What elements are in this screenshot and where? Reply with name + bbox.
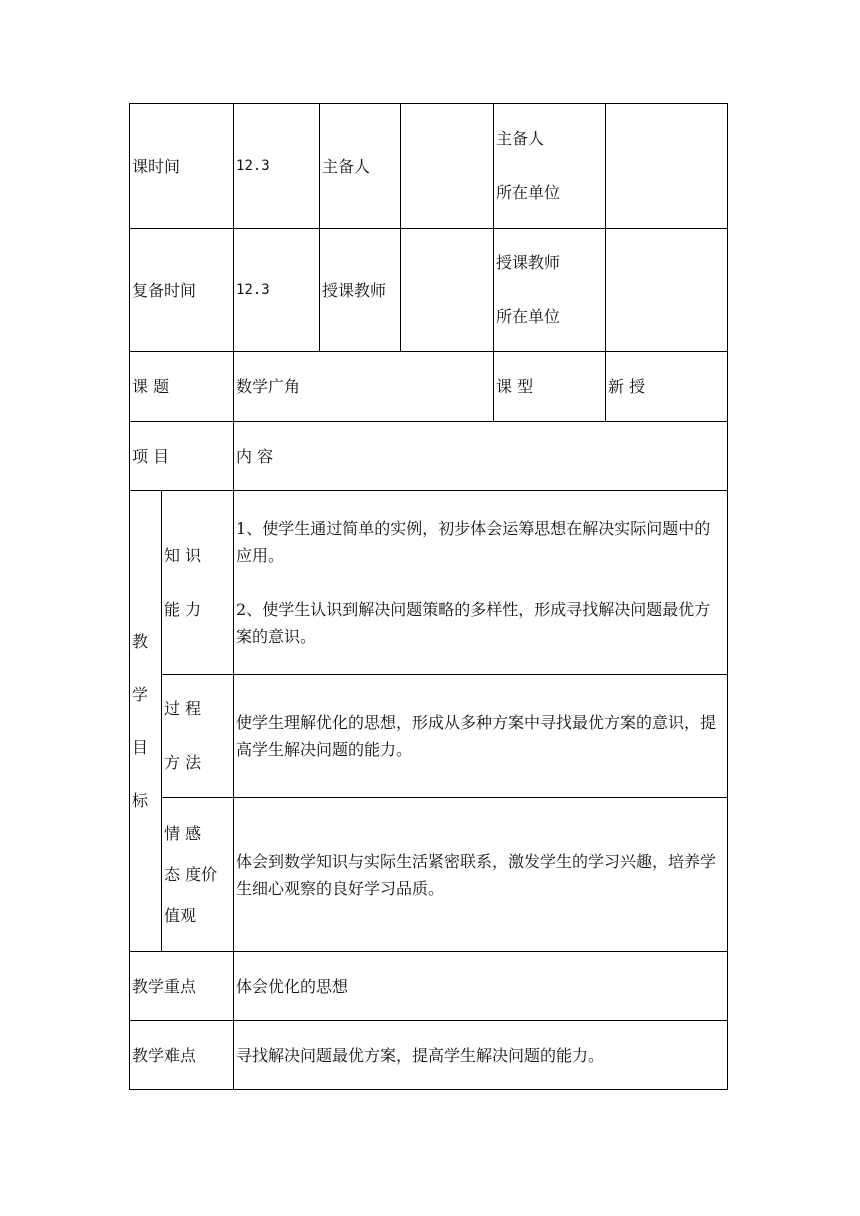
row-difficulty xyxy=(130,1021,728,1090)
knowledge-label-line1: 知 识 xyxy=(164,545,202,565)
difficulty-value: 寻找解决问题最优方案，提高学生解决问题的能力。 xyxy=(234,1021,728,1090)
preparer-unit-label xyxy=(494,104,606,229)
type-label: 课 型 xyxy=(494,352,606,422)
teacher-label: 授课教师 xyxy=(320,229,401,352)
teaching-objectives-label xyxy=(130,491,162,952)
objectives-char-1: 教 xyxy=(132,632,149,651)
row-topic xyxy=(130,352,728,422)
lesson-time-label: 课时间 xyxy=(130,104,234,229)
teacher-unit-label xyxy=(494,229,606,352)
key-point-value: 体会优化的思想 xyxy=(234,952,728,1021)
topic-label: 课 题 xyxy=(130,352,234,422)
row-review-time xyxy=(130,229,728,352)
row-lesson-time xyxy=(130,104,728,229)
knowledge-content xyxy=(234,491,728,675)
row-knowledge xyxy=(130,491,728,675)
review-time-value: 12.3 xyxy=(234,229,320,352)
topic-value: 数学广角 xyxy=(234,352,494,422)
content-header-label: 内 容 xyxy=(234,422,728,491)
difficulty-label: 教学难点 xyxy=(130,1021,234,1090)
preparer-unit-line1: 主备人 xyxy=(496,129,545,148)
key-point-label: 教学重点 xyxy=(130,952,234,1021)
objectives-char-2: 学 xyxy=(132,685,149,704)
preparer-value xyxy=(401,104,494,229)
review-time-label: 复备时间 xyxy=(130,229,234,352)
type-value: 新 授 xyxy=(606,352,728,422)
lesson-plan-table xyxy=(129,103,728,1090)
row-process xyxy=(130,675,728,798)
emotion-content: 体会到数学知识与实际生活紧密联系，激发学生的学习兴趣，培养学生细心观察的良好学习品质。 xyxy=(234,798,728,952)
emotion-label-line1: 情 感 xyxy=(164,824,202,843)
objectives-char-4: 标 xyxy=(132,791,149,810)
teacher-unit-line1: 授课教师 xyxy=(496,253,561,272)
objectives-char-3: 目 xyxy=(132,738,149,757)
lesson-plan-sheet xyxy=(129,103,727,1090)
row-emotion xyxy=(130,798,728,952)
teacher-value xyxy=(401,229,494,352)
preparer-label: 主备人 xyxy=(320,104,401,229)
teacher-unit-value xyxy=(606,229,728,352)
knowledge-item-1: 1、使学生通过简单的实例，初步体会运筹思想在解决实际问题中的应用。 xyxy=(236,519,711,565)
process-content: 使学生理解优化的思想，形成从多种方案中寻找最优方案的意识，提高学生解决问题的能力。 xyxy=(234,675,728,798)
emotion-label-line3: 值观 xyxy=(164,906,197,925)
preparer-unit-value xyxy=(606,104,728,229)
knowledge-label-line2: 能 力 xyxy=(164,599,202,619)
knowledge-label xyxy=(162,491,234,675)
process-label-line2: 方 法 xyxy=(164,753,202,772)
preparer-unit-line2: 所在单位 xyxy=(496,183,561,202)
item-header-label: 项 目 xyxy=(130,422,234,491)
emotion-label-line2: 态 度价 xyxy=(164,865,218,884)
process-label-line1: 过 程 xyxy=(164,699,202,718)
emotion-label xyxy=(162,798,234,952)
row-item-header xyxy=(130,422,728,491)
teacher-unit-line2: 所在单位 xyxy=(496,307,561,326)
process-label xyxy=(162,675,234,798)
knowledge-item-2: 2、使学生认识到解决问题策略的多样性，形成寻找解决问题最优方案的意识。 xyxy=(236,600,711,646)
lesson-time-value: 12.3 xyxy=(234,104,320,229)
row-key-point xyxy=(130,952,728,1021)
